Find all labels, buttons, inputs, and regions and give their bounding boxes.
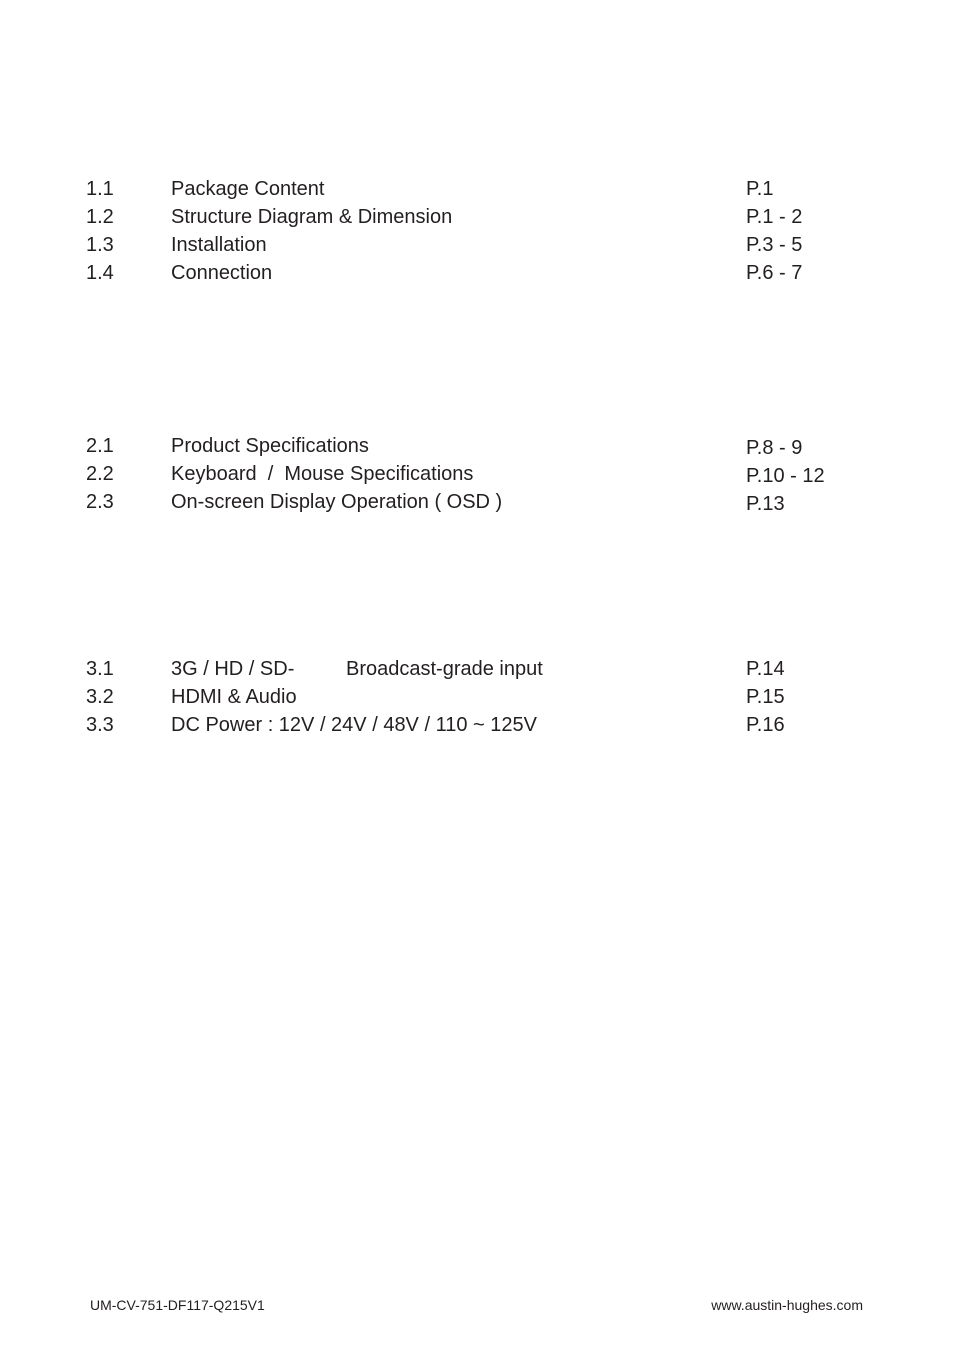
- toc-title: HDMI & Audio: [171, 686, 297, 708]
- toc-title: Connection: [171, 262, 273, 284]
- toc-title-extra: Broadcast-grade input: [346, 658, 543, 680]
- toc-row-1-1: [0, 175, 954, 203]
- toc-page: P.8 - 9: [746, 437, 803, 459]
- toc-page: P.1: [746, 178, 774, 200]
- toc-row-3-3: [0, 711, 954, 739]
- toc-number: 1.1: [86, 178, 114, 200]
- toc-row-2-1: [0, 432, 954, 460]
- toc-title: Structure Diagram & Dimension: [171, 206, 453, 228]
- toc-row-2-2: [0, 460, 954, 488]
- footer-website: www.austin-hughes.com: [711, 1297, 863, 1313]
- toc-number: 1.2: [86, 206, 114, 228]
- toc-number: 1.3: [86, 234, 114, 256]
- toc-title: DC Power : 12V / 24V / 48V / 110 ~ 125V: [171, 714, 537, 736]
- toc-title: Package Content: [171, 178, 325, 200]
- toc-page: P.1 - 2: [746, 206, 803, 228]
- toc-row-1-2: [0, 203, 954, 231]
- toc-number: 2.1: [86, 435, 114, 457]
- toc-page: P.10 - 12: [746, 465, 825, 487]
- toc-page: P.6 - 7: [746, 262, 803, 284]
- toc-row-3-1: [0, 655, 954, 683]
- toc-title: Product Specifications: [171, 435, 369, 457]
- toc-number: 3.2: [86, 686, 114, 708]
- toc-number: 2.3: [86, 491, 114, 513]
- footer-doc-code: UM-CV-751-DF117-Q215V1: [90, 1297, 265, 1313]
- toc-page: P.3 - 5: [746, 234, 803, 256]
- toc-number: 3.3: [86, 714, 114, 736]
- toc-page: P.15: [746, 686, 785, 708]
- toc-title: Installation: [171, 234, 267, 256]
- toc-title: On-screen Display Operation ( OSD ): [171, 491, 503, 513]
- toc-title: Keyboard / Mouse Specifications: [171, 463, 474, 485]
- toc-number: 1.4: [86, 262, 114, 284]
- toc-row-1-3: [0, 231, 954, 259]
- toc-title: 3G / HD / SD-: [171, 658, 295, 680]
- toc-page: P.14: [746, 658, 785, 680]
- toc-page: P.13: [746, 493, 785, 515]
- toc-row-2-3: [0, 488, 954, 516]
- toc-row-1-4: [0, 259, 954, 287]
- toc-page: P.16: [746, 714, 785, 736]
- toc-row-3-2: [0, 683, 954, 711]
- toc-number: 3.1: [86, 658, 114, 680]
- toc-number: 2.2: [86, 463, 114, 485]
